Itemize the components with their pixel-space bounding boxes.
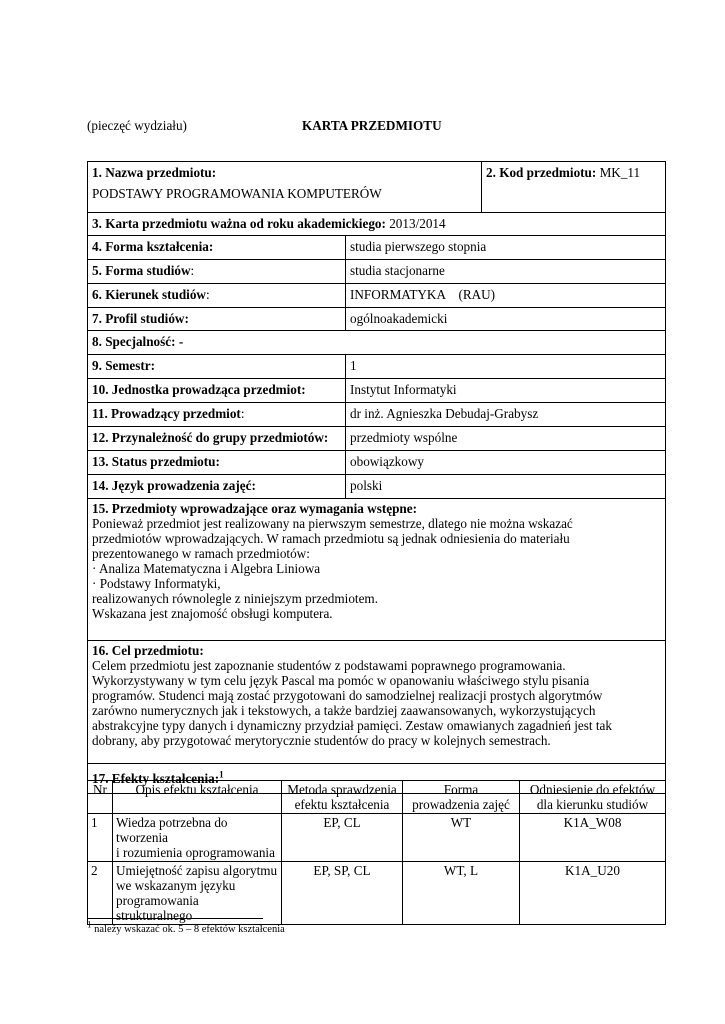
course-code-label: 2. Kod przedmiotu: [486,165,597,180]
effects-footnote-mark: 1 [219,769,224,780]
row-label-text: 6. Kierunek studiów [92,287,206,302]
prerequisites-heading: 15. Przedmioty wprowadzające oraz wymagania wstępne: [92,501,417,516]
goal-heading: 16. Cel przedmiotu: [92,643,204,658]
table-row [88,814,666,862]
row-label [88,403,346,427]
learning-effects-table [87,780,666,925]
column-header-text: Opis efektu kształcenia [135,782,259,797]
row-label-text: 9. Semestr: [92,358,155,373]
row-label [88,331,666,355]
row-label-suffix: : [190,263,195,278]
row-value-text: INFORMATYKA (RAU) [350,287,496,302]
row-label [88,355,346,379]
row-value: studia pierwszego stopnia [346,236,666,260]
goal-cell [88,641,666,764]
footnote-divider [87,918,263,919]
effect-desc-line: we wskazanym języku [116,878,236,893]
footnote-mark: 1 [87,919,92,930]
row-label-text: 10. Jednostka prowadząca przedmiot: [92,382,306,397]
goal-line: Wykorzystywany w tym celu język Pascal ma pomóc w opanowaniu właściwego stylu pisania [92,673,590,688]
row-value: Instytut Informatyki [346,379,666,403]
goal-line: Celem przedmiotu jest zapoznanie studentów z podstawami poprawnego programowania. [92,658,566,673]
effect-desc-line: programowania strukturalnego [116,893,199,923]
prerequisites-line: realizowanych równolegle z niniejszym przedmiotem. [92,591,378,606]
column-header-text: Odniesienie do efektów [529,782,656,797]
effect-desc-line: i rozumienia oprogramowania [116,845,275,860]
row-value: 1 [346,355,666,379]
column-header-desc [113,781,282,814]
course-name-cell [88,162,482,213]
column-header-text: Nr [93,782,107,797]
effect-desc-line: Wiedza potrzebna do tworzenia [116,815,228,845]
row-label [88,427,346,451]
column-header-text: efektu kształcenia [294,797,390,812]
effect-desc-line: Umiejętność zapisu algorytmu [116,863,278,878]
prerequisites-line: Ponieważ przedmiot jest realizowany na pierwszym semestrze, dlatego nie można wskazać [92,516,573,531]
course-code-value: MK_11 [599,165,641,180]
column-header-method [282,781,403,814]
effects-heading: 17. Efekty kształcenia: [92,770,220,786]
valid-year-cell [88,213,666,236]
row-label-suffix: : [240,406,245,421]
row-label-text: 14. Język prowadzenia zajęć: [92,478,256,493]
page-title: KARTA PRZEDMIOTU [302,118,442,133]
effect-ref: K1A_W08 [520,814,666,862]
stamp-label: (pieczęć wydziału) [87,118,187,133]
column-header-text: dla kierunku studiów [536,797,649,812]
row-value: dr inż. Agnieszka Debudaj-Grabysz [346,403,666,427]
effect-nr: 2 [88,862,113,925]
table-row [88,862,666,925]
effect-desc [113,862,282,925]
row-label [88,451,346,475]
prerequisites-line: prezentowanego w ramach przedmiotów: [92,546,310,561]
row-label-text: 4. Forma kształcenia: [92,239,214,254]
effect-method: EP, CL [282,814,403,862]
row-value: studia stacjonarne [346,260,666,284]
row-value: przedmioty wspólne [346,427,666,451]
row-label-text: 5. Forma studiów [92,263,191,278]
effect-method: EP, SP, CL [282,862,403,925]
row-label-text: 11. Prowadzący przedmiot [92,406,241,421]
prerequisites-bullet: · Analiza Matematyczna i Algebra Liniowa [92,561,321,576]
effect-desc [113,814,282,862]
row-label-text: 7. Profil studiów: [92,311,189,326]
row-value: obowiązkowy [346,451,666,475]
course-card-table [87,161,666,794]
goal-line: dobrany, aby przygotować merytorycznie studentów do pracy w kolejnych semestrach. [92,733,551,748]
column-header-text: Metoda sprawdzenia [287,782,397,797]
course-code-cell [482,162,666,213]
column-header-ref [520,781,666,814]
row-label [88,236,346,260]
prerequisites-line: przedmiotów wprowadzających. W ramach przedmiotu są jednak odniesienia do materiału [92,531,570,546]
effect-form: WT [403,814,520,862]
row-label [88,260,346,284]
effect-nr: 1 [88,814,113,862]
valid-year-value: 2013/2014 [389,216,446,231]
effect-form: WT, L [403,862,520,925]
row-value [346,284,666,308]
row-label-text: 8. Specjalność: - [92,334,184,349]
course-name-value: PODSTAWY PROGRAMOWANIA KOMPUTERÓW [92,186,382,201]
valid-year-label: 3. Karta przedmiotu ważna od roku akademickiego: [92,216,386,231]
column-header-nr [88,781,113,814]
footnote [87,919,285,936]
goal-line: abstrakcyjne typy danych i dynamiczny przydział pamięci. Zestaw omawianych zagadnień jest tak [92,718,612,733]
prerequisites-cell [88,499,666,641]
row-label-text: 13. Status przedmiotu: [92,454,220,469]
row-value: ogólnoakademicki [346,308,666,331]
row-label [88,475,346,499]
column-header-form [403,781,520,814]
row-label [88,379,346,403]
footnote-text: należy wskazać ok. 5 – 8 efektów kształcenia [91,924,285,935]
column-header-text: prowadzenia zajęć [412,797,510,812]
row-value: polski [346,475,666,499]
effect-ref: K1A_U20 [520,862,666,925]
row-label-text: 12. Przynależność do grupy przedmiotów: [92,430,329,445]
row-label-suffix: : [205,287,210,302]
column-header-text: Forma [443,782,479,797]
course-name-label: 1. Nazwa przedmiotu: [92,165,217,180]
goal-line: zarówno numerycznych jak i tekstowych, a także bardziej zaawansowanych, wykorzystujących [92,703,596,718]
prerequisites-line: Wskazana jest znajomość obsługi komputera. [92,606,333,621]
row-label [88,308,346,331]
row-label [88,284,346,308]
prerequisites-bullet: · Podstawy Informatyki, [92,576,221,591]
goal-line: programów. Studenci mają zostać przygotowani do samodzielnej realizacji prostych algorytmów [92,688,603,703]
